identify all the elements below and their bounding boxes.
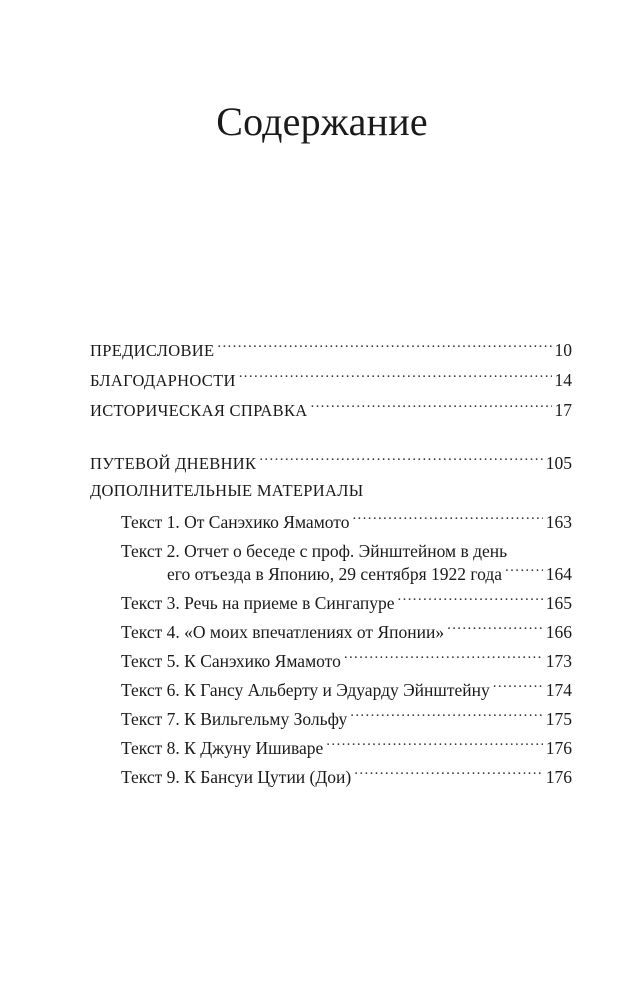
toc-entry-page: 164 xyxy=(545,563,572,584)
toc-entry-travel-diary[interactable] xyxy=(90,451,572,475)
toc-entry-text-8[interactable] xyxy=(121,736,572,759)
toc-entry-page: 173 xyxy=(545,650,572,671)
dot-leader xyxy=(352,510,542,528)
toc-entry-label: БЛАГОДАРНОСТИ xyxy=(90,370,236,390)
dot-leader xyxy=(217,338,551,356)
dot-leader xyxy=(350,707,543,725)
toc-entry-page: 14 xyxy=(554,369,572,390)
toc-entry-page: 10 xyxy=(554,339,572,360)
toc-section-supplementary: ДОПОЛНИТЕЛЬНЫЕ МАТЕРИАЛЫ xyxy=(90,481,364,500)
dot-leader xyxy=(354,765,542,783)
toc-entry-text-2[interactable] xyxy=(167,562,572,585)
toc-entry-label: ПУТЕВОЙ ДНЕВНИК xyxy=(90,453,257,473)
toc-entry-page: 166 xyxy=(545,621,572,642)
toc-entry-acknowledgements[interactable] xyxy=(90,368,572,392)
page-title: Содержание xyxy=(216,99,428,144)
dot-leader xyxy=(493,678,543,696)
toc-entry-text-4[interactable] xyxy=(121,620,572,643)
dot-leader xyxy=(398,591,543,609)
toc-entry-page: 105 xyxy=(545,452,572,473)
toc-entry-page: 165 xyxy=(545,592,572,613)
dot-leader xyxy=(447,620,543,638)
toc-entry-page: 174 xyxy=(545,679,572,700)
toc-entry-label: Текст 7. К Вильгельму Зольфу xyxy=(121,708,348,729)
dot-leader xyxy=(310,398,551,416)
toc-entry-historical-note[interactable] xyxy=(90,398,572,422)
dot-leader xyxy=(344,649,543,667)
toc-entry-text-1[interactable] xyxy=(121,510,572,533)
toc-entry-label: ИСТОРИЧЕСКАЯ СПРАВКА xyxy=(90,400,308,420)
toc-entry-label: Текст 3. Речь на приеме в Сингапуре xyxy=(121,592,395,613)
toc-entry-text-9[interactable] xyxy=(121,765,572,788)
toc-entry-label: Текст 5. К Санэхико Ямамото xyxy=(121,650,341,671)
toc-entry-preface[interactable] xyxy=(90,338,572,362)
toc-entry-label: Текст 6. К Гансу Альберту и Эдуарду Эйнштейну xyxy=(121,679,490,700)
dot-leader xyxy=(259,451,542,469)
toc-entry-page: 176 xyxy=(545,737,572,758)
toc-entry-text-2-line1[interactable]: Текст 2. Отчет о беседе с проф. Эйнштейном в день xyxy=(121,541,508,561)
toc-entry-page: 176 xyxy=(545,766,572,787)
toc-entry-text-7[interactable] xyxy=(121,707,572,730)
dot-leader xyxy=(326,736,542,754)
toc-entry-label: его отъезда в Японию, 29 сентября 1922 года xyxy=(167,563,503,584)
dot-leader xyxy=(505,562,543,580)
toc-entry-text-3[interactable] xyxy=(121,591,572,614)
toc-entry-label: Текст 1. От Санэхико Ямамото xyxy=(121,511,350,532)
toc-entry-label: Текст 8. К Джуну Ишиваре xyxy=(121,737,324,758)
toc-entry-page: 163 xyxy=(545,511,572,532)
toc-entry-text-5[interactable] xyxy=(121,649,572,672)
toc-entry-label: Текст 9. К Бансуи Цутии (Дои) xyxy=(121,766,352,787)
toc-entry-text-6[interactable] xyxy=(121,678,572,701)
toc-entry-label: Текст 4. «О моих впечатлениях от Японии» xyxy=(121,621,445,642)
toc-entry-label: ПРЕДИСЛОВИЕ xyxy=(90,340,215,360)
toc-entry-page: 175 xyxy=(545,708,572,729)
dot-leader xyxy=(239,368,552,386)
toc-entry-page: 17 xyxy=(554,399,572,420)
